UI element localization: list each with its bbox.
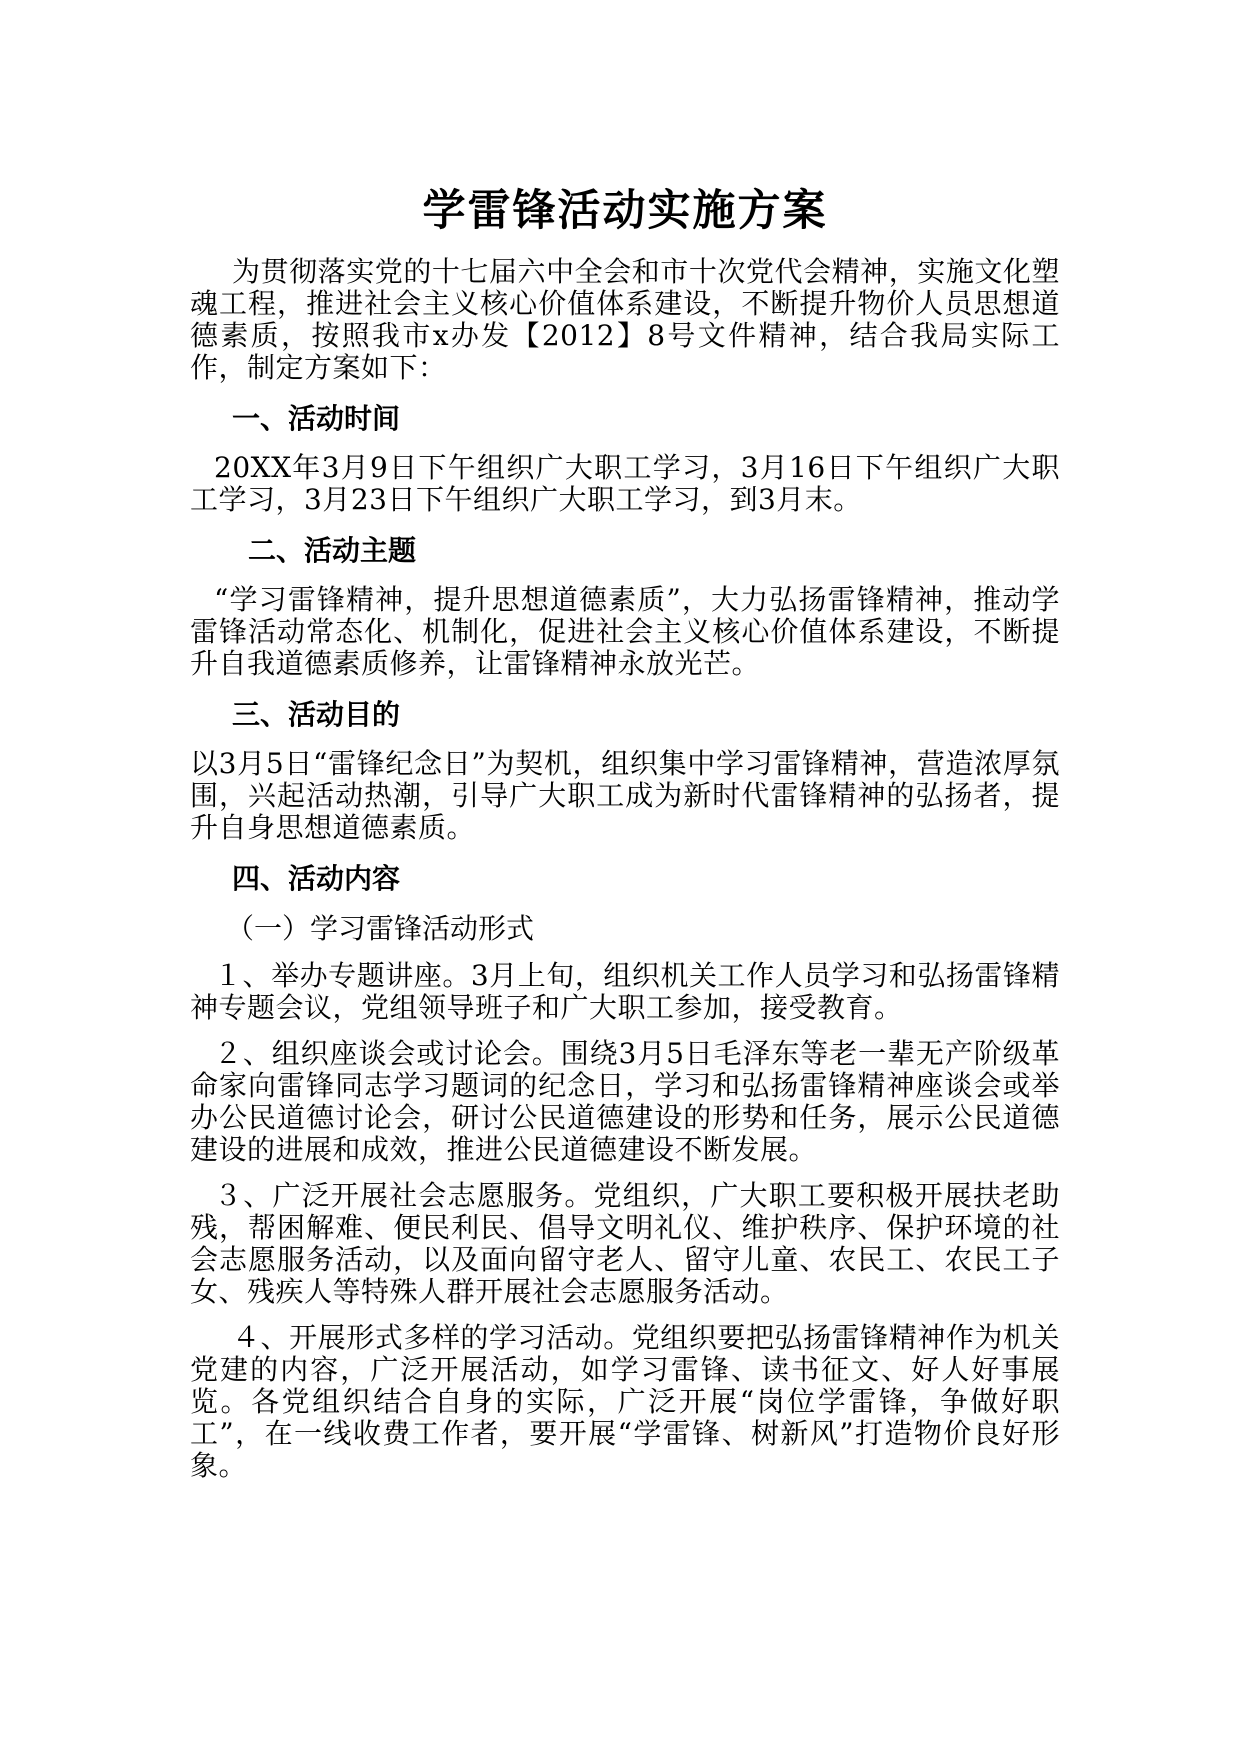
section-heading-purpose: 三、活动目的: [232, 698, 401, 731]
section-body-theme: “学习雷锋精神，提升思想道德素质”，大力弘扬雷锋精神，推动学雷锋活动常态化、机制化，促进社会主义核心价值体系建设，不断提升自我道德素质修养，让雷锋精神永放光芒。: [190, 583, 1060, 680]
document-title: 学雷锋活动实施方案: [422, 186, 828, 236]
intro-paragraph: 为贯彻落实党的十七届六中全会和市十次党代会精神，实施文化塑魂工程，推进社会主义核心价值体系建设，不断提升物价人员思想道德素质，按照我市x办发【2012】8号文件精神，结合我局实际工作，制定方案如下：: [190, 255, 1060, 384]
section-heading-theme: 二、活动主题: [248, 534, 417, 567]
list-item: １、举办专题讲座。3月上旬，组织机关工作人员学习和弘扬雷锋精神专题会议，党组领导班子和广大职工参加，接受教育。: [190, 959, 1060, 1024]
subsection-heading-forms: （一）学习雷锋活动形式: [226, 912, 535, 945]
list-item: ４、开展形式多样的学习活动。党组织要把弘扬雷锋精神作为机关党建的内容，广泛开展活动，如学习雷锋、读书征文、好人好事展览。各党组织结合自身的实际，广泛开展“岗位学雷锋，争做好职工”，在一线收费工作者，要开展“学雷锋、树新风”打造物价良好形象。: [190, 1321, 1060, 1482]
section-body-time: 20XX年3月9日下午组织广大职工学习，3月16日下午组织广大职工学习，3月23日下午组织广大职工学习，到3月末。: [190, 451, 1060, 516]
section-heading-time: 一、活动时间: [232, 402, 401, 435]
document-page: [190, 180, 1060, 1720]
section-body-purpose: 以3月5日“雷锋纪念日”为契机，组织集中学习雷锋精神，营造浓厚氛围，兴起活动热潮，引导广大职工成为新时代雷锋精神的弘扬者，提升自身思想道德素质。: [190, 747, 1060, 844]
list-item: ３、广泛开展社会志愿服务。党组织，广大职工要积极开展扶老助残，帮困解难、便民利民、倡导文明礼仪、维护秩序、保护环境的社会志愿服务活动，以及面向留守老人、留守儿童、农民工、农民工子女、残疾人等特殊人群开展社会志愿服务活动。: [190, 1179, 1060, 1308]
list-item: ２、组织座谈会或讨论会。围绕3月5日毛泽东等老一辈无产阶级革命家向雷锋同志学习题词的纪念日，学习和弘扬雷锋精神座谈会或举办公民道德讨论会，研讨公民道德建设的形势和任务，展示公民道德建设的进展和成效，推进公民道德建设不断发展。: [190, 1037, 1060, 1166]
section-heading-content: 四、活动内容: [232, 862, 401, 895]
